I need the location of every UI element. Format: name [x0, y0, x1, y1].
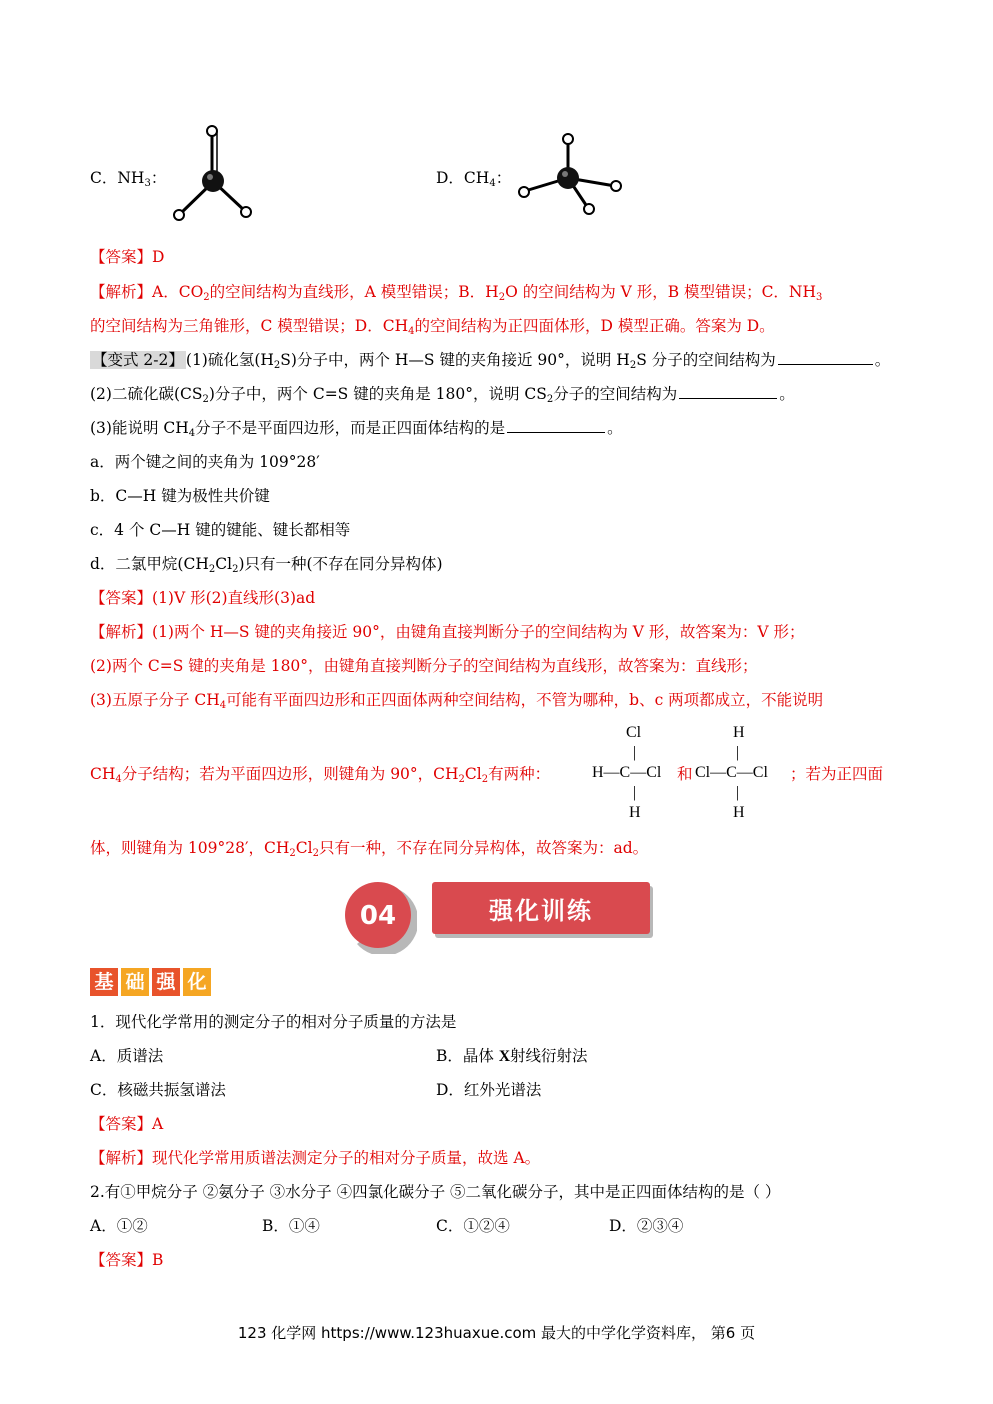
q1-option-b: B．晶体 X射线衍射法 — [436, 1047, 588, 1065]
q2-stem: 2.有①甲烷分子 ②氨分子 ③水分子 ④四氯化碳分子 ⑤二氧化碳分子，其中是正四面体结构的是（ ） — [90, 1183, 781, 1201]
answer-blank-1[interactable] — [778, 350, 873, 365]
variant-option-a: a．两个键之间的夹角为 109°28′ — [90, 453, 320, 471]
q2-option-a: A．①② — [90, 1217, 148, 1235]
answer-blank-3[interactable] — [507, 418, 605, 433]
answer-1: 【答案】D — [90, 248, 165, 266]
q2-option-d: D．②③④ — [609, 1217, 684, 1235]
basic-reinforcement-tag — [90, 968, 211, 996]
page-footer: 123 化学网 https://www.123huaxue.com 最大的中学化学资料库， 第6 页 — [237, 1324, 756, 1342]
analysis-2-line-2: (2)两个 C=S 键的夹角是 180°，由键角直接判断分子的空间结构为直线形，故答案为：直线形； — [90, 657, 758, 675]
analysis-2-line-1: 【解析】(1)两个 H—S 键的夹角接近 90°，由键角直接判断分子的空间结构为 V 形，故答案为：V 形； — [90, 623, 805, 641]
tag-char-1: 基 — [90, 968, 118, 996]
section-title-bar — [432, 882, 650, 934]
variant-option-b: b．C—H 键为极性共价键 — [90, 487, 270, 505]
q2-option-c: C．①②④ — [436, 1217, 510, 1235]
q2-option-b: B．①④ — [262, 1217, 320, 1235]
tag-char-3: 强 — [152, 968, 180, 996]
analysis-1-line-2: 的空间结构为三角锥形，C 模型错误；D．$CH_4$的空间结构为正四面体形，D 模型正确。答案为 D。 — [90, 317, 775, 337]
q1-option-a: A．质谱法 — [90, 1047, 164, 1065]
analysis-2-line-3: (3)五原子分子 $CH_4$可能有平面四边形和正四面体两种空间结构，不管为哪种，b、c 两项都成立，不能说明 — [90, 691, 824, 711]
answer-blank-2[interactable] — [679, 384, 777, 399]
variant-question-2: (2)二硫化碳$(CS_2)$分子中，两个 C=S 键的夹角是 180°，说明 $CS_2$分子的空间结构为 。 — [90, 385, 795, 405]
variant-question-3: (3)能说明 $CH_4$分子不是平面四边形，而是正四面体结构的是 。 — [90, 419, 623, 439]
q1-answer: 【答案】A — [90, 1115, 164, 1133]
answer-2: 【答案】(1)V 形(2)直线形(3)ad — [90, 589, 316, 607]
variant-question-1: 【变式 2-2】 (1)硫化氢$(H_2S)$分子中，两个 H—S 键的夹角接近 90°，说明 $H_2S$ 分子的空间结构为 。 — [92, 351, 891, 371]
analysis-2-line-4a: $CH_4$分子结构；若为平面四边形，则键角为 90°，$CH_2Cl_2$有两种： — [90, 765, 551, 785]
tag-char-2: 础 — [121, 968, 149, 996]
q1-option-c: C．核磁共振氢谱法 — [90, 1081, 226, 1099]
option-c-label: C．$NH_3$： — [90, 169, 167, 189]
section-number: 04 — [359, 901, 397, 931]
variant-option-d: d．二氯甲烷$(CH_2Cl_2)$只有一种(不存在同分异构体) — [90, 555, 443, 575]
section-number-badge — [343, 880, 417, 954]
nh3-ball-stick-model — [165, 122, 265, 224]
option-d-label: D．$CH_4$： — [436, 169, 512, 189]
structural-formula-1: Cl | H—C—Cl | H — [592, 724, 662, 821]
q2-answer: 【答案】B — [90, 1251, 164, 1269]
analysis-1-line-1: 【解析】A．$CO_2$的空间结构为直线形，A 模型错误；B．$H_2O$ 的空间结构为 V 形，B 模型错误；C．$NH_3$ — [90, 283, 823, 303]
structural-formula-2: H | Cl—C—Cl | H — [695, 724, 768, 821]
variant-option-c: c．4 个 C—H 键的键能、键长都相等 — [90, 521, 351, 539]
variant-tag: 【变式 2-2】 — [92, 351, 184, 369]
q1-stem: 1．现代化学常用的测定分子的相对分子质量的方法是 — [90, 1013, 457, 1031]
analysis-2-line-5: 体，则键角为 109°28′，$CH_2Cl_2$只有一种，不存在同分异构体，故答案为：ad。 — [90, 839, 649, 859]
ch4-ball-stick-model — [515, 128, 627, 220]
q1-option-d: D．红外光谱法 — [436, 1081, 542, 1099]
tag-char-4: 化 — [183, 968, 211, 996]
section-title: 强化训练 — [489, 897, 593, 925]
analysis-2-and: 和 — [677, 765, 693, 783]
q1-analysis: 【解析】现代化学常用质谱法测定分子的相对分子质量，故选 A。 — [90, 1149, 541, 1167]
analysis-2-line-4c: ；若为正四面 — [790, 765, 884, 783]
